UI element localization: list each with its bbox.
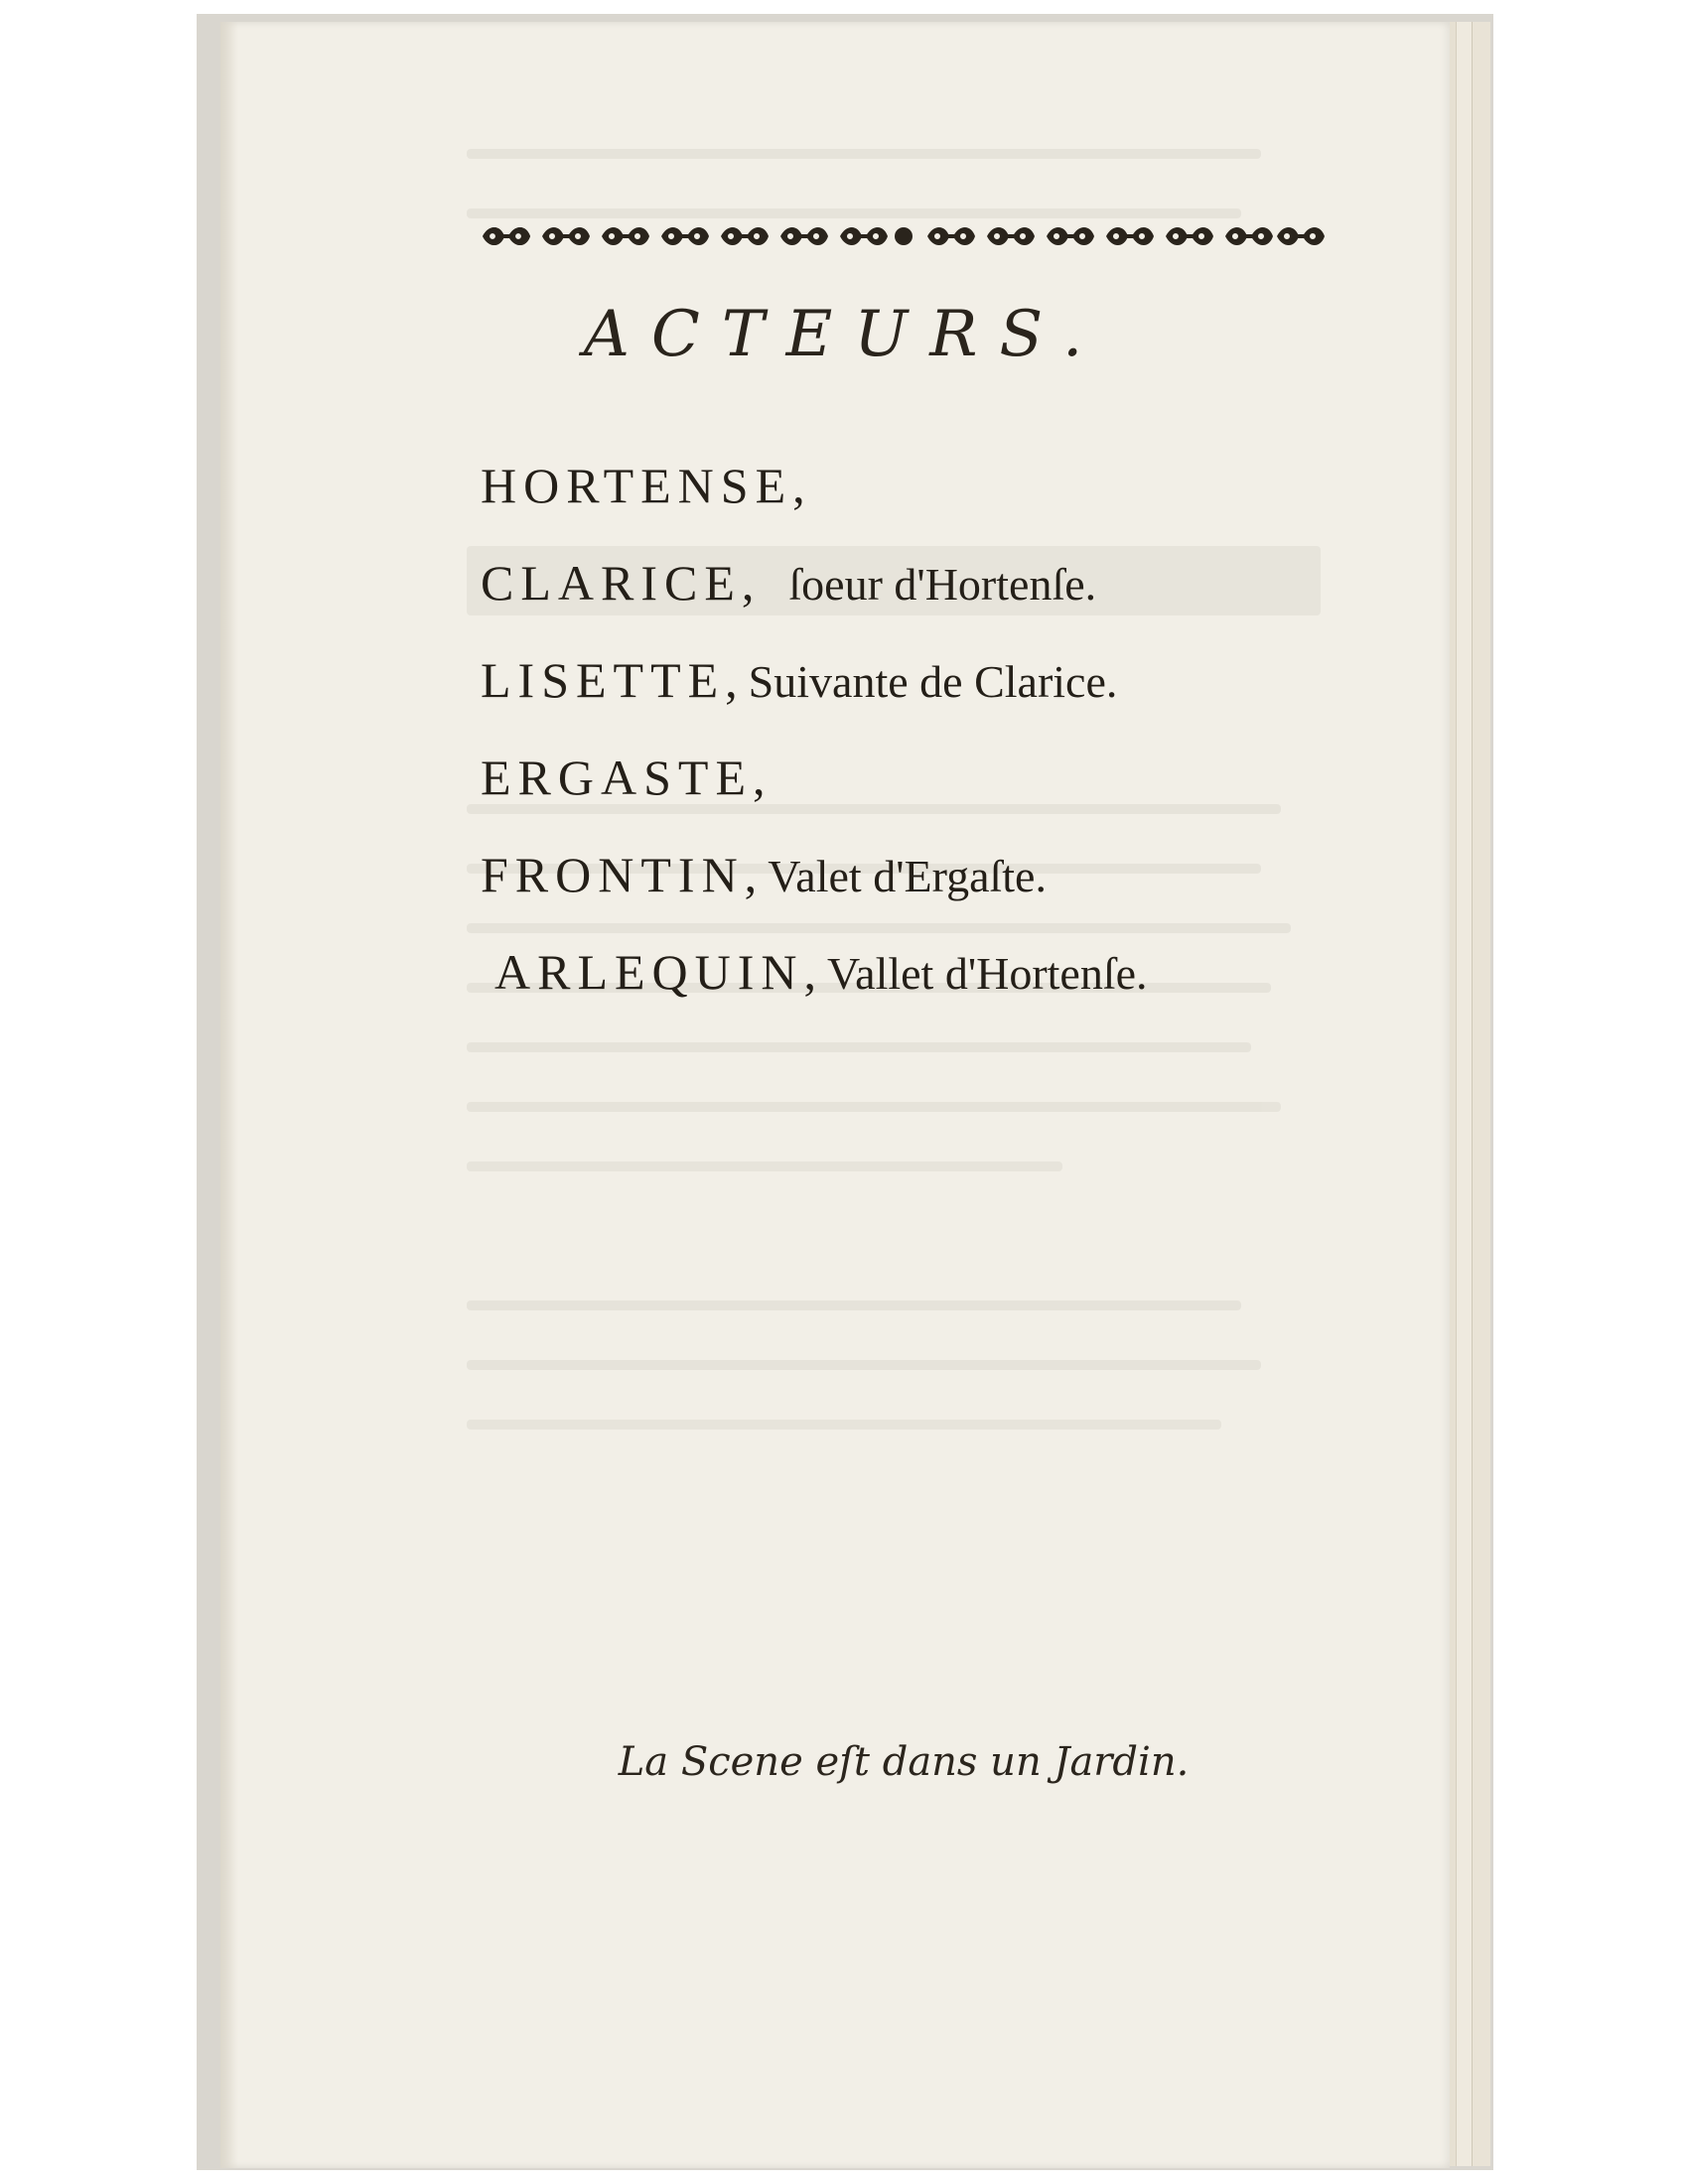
- cast-list: [481, 437, 1374, 1021]
- character-name: HORTENSE,: [481, 458, 812, 513]
- character-description: ſoeur d'Hortenſe.: [788, 559, 1097, 610]
- cast-row: [481, 826, 1374, 923]
- character-name: LISETTE,: [481, 652, 745, 708]
- character-name: FRONTIN,: [481, 847, 765, 902]
- cast-row: [481, 534, 1374, 631]
- fleuron-band-icon: [479, 220, 1333, 252]
- character-name: ARLEQUIN,: [494, 944, 824, 1000]
- cast-row: [481, 437, 1374, 534]
- scene-note: La Scene eſt dans un Jardin.: [618, 1739, 1190, 1785]
- character-name: ERGASTE,: [481, 750, 773, 805]
- character-description: Vallet d'Hortenſe.: [827, 948, 1148, 999]
- character-name: CLARICE,: [481, 555, 762, 611]
- page-title: ACTEURS.: [583, 298, 1105, 371]
- cast-row: [481, 631, 1374, 729]
- cast-row: [481, 923, 1374, 1021]
- character-description: Suivante de Clarice.: [748, 656, 1118, 707]
- character-description: Valet d'Ergaſte.: [768, 851, 1047, 901]
- page-edge: [1472, 22, 1490, 2166]
- page-gutter: [220, 22, 238, 2168]
- cast-row: [481, 729, 1374, 826]
